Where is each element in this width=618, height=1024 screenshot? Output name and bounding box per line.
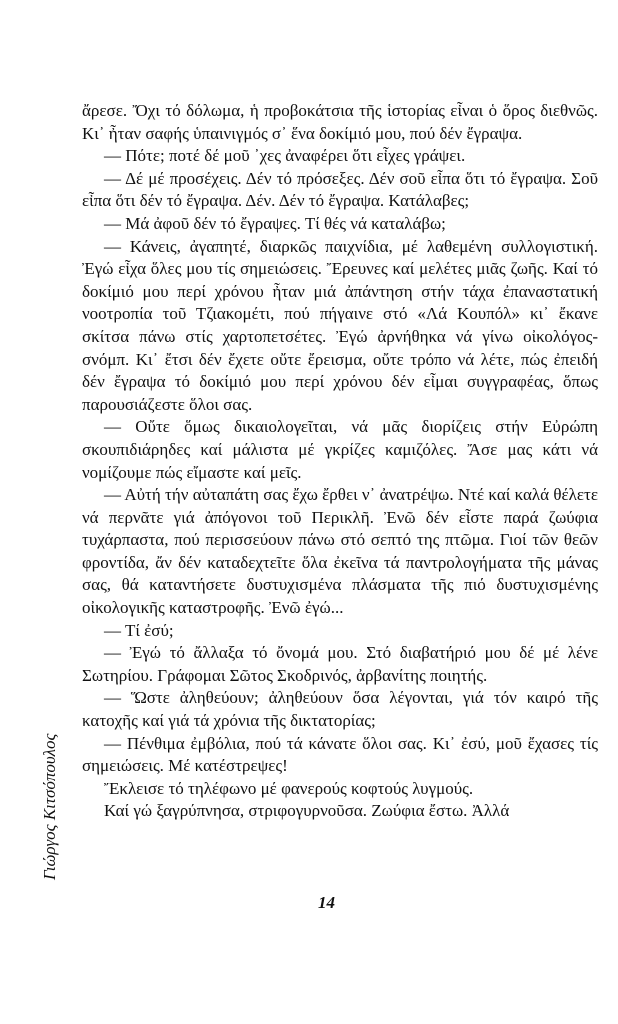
body-text [82,100,598,823]
paragraph: — Πένθιμα ἐμβόλια, πού τά κάνατε ὅλοι σας. Κι᾿ ἐσύ, μοῦ ἔχασες τίς σημειώσεις. Μέ κατέστρεψες! [82,733,598,776]
paragraph: ἄρεσε. Ὄχι τό δόλωμα, ἡ προβοκάτσια τῆς ἱστορίας εἶναι ὁ ὅρος διεθνῶς. Κι᾿ ἦταν σαφής ὑπαινιγμός σ᾿ ἕνα δοκίμιό μου, πού δέν ἔγραψα. [82,101,598,143]
paragraph: — Ἐγώ τό ἄλλαξα τό ὄνομά μου. Στό διαβατήριό μου δέ μέ λένε Σωτηρίου. Γράφομαι Σῶτος Σκοδρινός, ἀρβανίτης ποιητής. [82,643,598,685]
paragraph: — Μά ἀφοῦ δέν τό ἔγραψες. Τί θές νά καταλάβω; [104,213,446,233]
paragraph: — Τί ἐσύ; [104,620,174,640]
paragraph: Ἔκλεισε τό τηλέφωνο μέ φανερούς κοφτούς λυγμούς. [104,778,474,798]
paragraph: — Πότε; ποτέ δέ μοῦ ᾿χες ἀναφέρει ὅτι εἶχες γράψει. [104,146,466,166]
paragraph: — Οὔτε ὅμως δικαιολογεῖται, νά μᾶς διορίζεις στήν Εὐρώπη σκουπιδιάρηδες καί μάλιστα μέ γκρίζες καμιζόλες. Ἄσε μας κάτι νά νομίζουμε πώς εἴμαστε καί μεῖς. [82,417,598,482]
paragraph: — Ὥστε ἀληθεύουν; ἀληθεύουν ὅσα λέγονται, γιά τόν καιρό τῆς κατοχῆς καί γιά τά χρόνια τῆς δικτατορίας; [82,688,598,731]
paragraph: — Δέ μέ προσέχεις. Δέν τό πρόσεξες. Δέν σοῦ εἶπα ὅτι τό ἔγραψα. Σοῦ εἶπα ὅτι δέν τό ἔγραψα. Δέν. Δέν τό ἔγραψα. Κατάλαβες; [82,168,598,211]
paragraph: Καί γώ ξαγρύπνησα, στριφογυρνοῦσα. Ζωύφια ἔστω. Ἀλλά [104,801,510,821]
paragraph: — Αὐτή τήν αὐταπάτη σας ἔχω ἔρθει ν᾿ ἀνατρέψω. Ντέ καί καλά θέλετε νά περνᾶτε γιά ἀπόγονοι τοῦ Περικλῆ. Ἐνῶ δέν εἶστε παρά ζωύφια τυχάρπαστα, πού περισσεύουν πάνω στό σεπτό της πτῶμα. Γιοί τῶν θεῶν φροντίδα, ἄν δέν καταδεχτεῖτε ὅλα ἐκεῖνα τά παντρολογήματα τῆς μάνας σας, θά καταντήσετε δυστυχισμένα πλάσματα τῆς πιό δυστυχισμένης οἰκολογικῆς καταστροφῆς. Ἐνῶ ἐγώ... [82,485,598,618]
paragraph: — Κάνεις, ἀγαπητέ, διαρκῶς παιχνίδια, μέ λαθεμένη συλλογιστική. Ἐγώ εἶχα ὅλες μου τίς σημειώσεις. Ἔρευνες καί μελέτες μιᾶς ζωῆς. Καί τό δοκίμιό μου περί χρόνου ἦταν μιά ἀπάντηση στήν τάχα ἐπαναστατική νοοτροπία τοῦ Τζιακομέτι, πού πήγαινε στό «Λά Κουπόλ» κι᾿ ἔκανε σκίτσα πάνω στίς χαρτοπετσέτες. Ἐγώ ἀρνήθηκα νά γίνω οἰκολόγος-σνόμπ. Κι᾿ ἔτσι δέν ἔχετε οὔτε ἔρεισμα, οὔτε τρόπο νά λέτε, πώς ἐπειδή δέν ἔγραψα τό δοκίμιό μου περί χρόνου δέν εἶμαι συγγραφέας, ὅπως παρουσιάζεστε ὅλοι σας. [82,236,598,414]
page-number: 14 [318,893,335,912]
running-head: Γιώργος Κιτσόπουλος [40,733,59,880]
